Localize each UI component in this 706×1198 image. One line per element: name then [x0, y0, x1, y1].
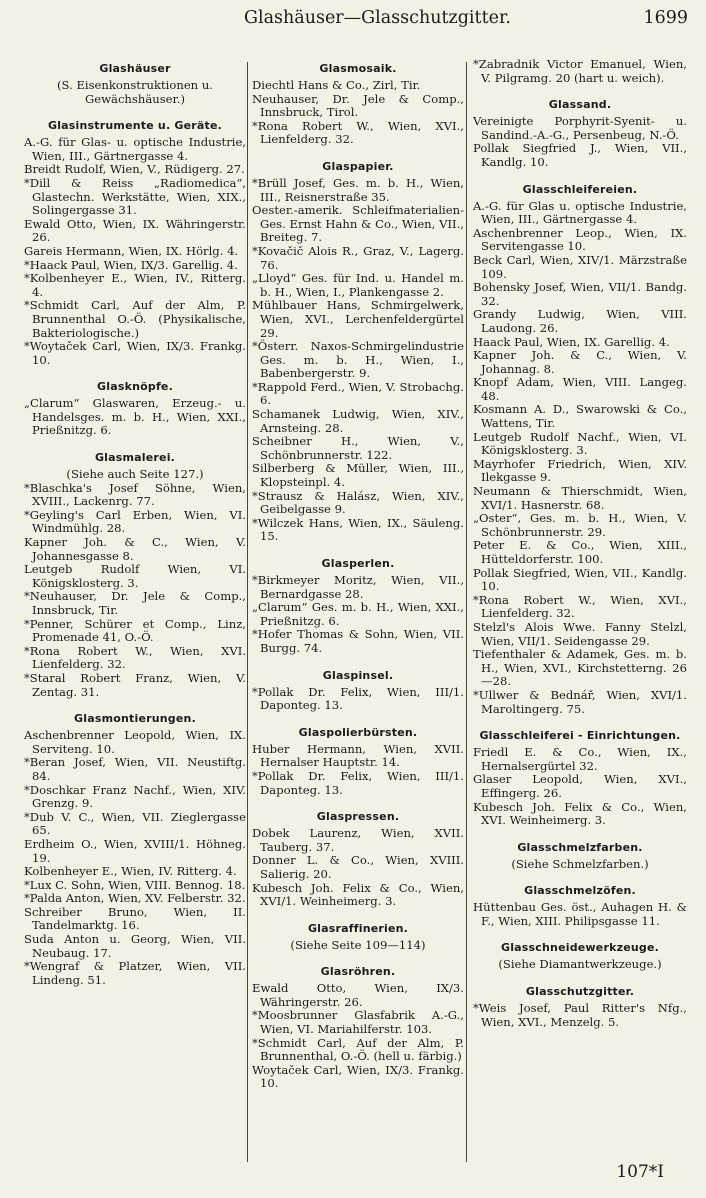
directory-entry: Glaser Leopold, Wien, XVI., Effingerg. 26.	[473, 772, 687, 800]
directory-entry: Friedl E. & Co., Wien, IX., Hernalsergürtel 32.	[473, 745, 687, 773]
column-2	[252, 58, 464, 1104]
directory-entry: Silberberg & Müller, Wien, III., Klopsteinpl. 4.	[252, 461, 464, 490]
directory-entry: *Dub V. C., Wien, VII. Zieglergasse 65.	[24, 809, 246, 838]
directory-entry: *Moosbrunner Glasfabrik A.-G., Wien, VI. Mariahilferstr. 103.	[252, 1008, 464, 1037]
directory-entry: Schamanek Ludwig, Wien, XIV., Arnsteing. 28.	[252, 407, 464, 435]
directory-entry: Ewald Otto, Wien, IX/3. Währingerstr. 26.	[252, 981, 464, 1009]
page-number: 1699	[643, 8, 688, 28]
directory-entry: Aschenbrenner Leopold, Wien, IX. Serviteng. 10.	[24, 728, 246, 756]
directory-entry: *Weis Josef, Paul Ritter's Nfg., Wien, XVI., Menzelg. 5.	[473, 1001, 687, 1029]
category-section	[473, 941, 687, 972]
category-heading: Glasmosaik.	[319, 62, 397, 75]
category-heading: Glasröhren.	[320, 965, 396, 979]
category-heading: Glasschleiferei - Einrichtungen.	[479, 729, 681, 743]
printer-signature: 107*I	[616, 1162, 664, 1182]
page-header	[0, 6, 706, 34]
directory-entry: Donner L. & Co., Wien, XVIII. Salierig. 20.	[252, 853, 464, 881]
directory-entry: „Clarum“ Ges. m. b. H., Wien, XXI., Prießnitzg. 6.	[252, 600, 464, 628]
directory-entry: Scheibner H., Wien, V., Schönbrunnerstr. 122.	[252, 434, 464, 462]
category-heading: Glasschmelzfarben.	[517, 840, 643, 854]
directory-entry: *Woytaček Carl, Wien, IX/3. Frankg. 10.	[24, 339, 246, 367]
directory-entry: Hüttenbau Ges. öst., Auhagen H. & F., Wien, XIII. Philipsgasse 11.	[473, 900, 687, 928]
cross-reference-note: (Siehe Schmelzfarben.)	[511, 856, 649, 871]
directory-entry: Kapner Joh. & C., Wien, V. Johannag. 8.	[473, 348, 687, 376]
category-heading: Glasschneidewerkzeuge.	[500, 941, 660, 955]
directory-entry: *Pollak Dr. Felix, Wien, III/1. Daponteg. 13.	[252, 768, 464, 797]
directory-entry: *Beran Josef, Wien, VII. Neustiftg. 84.	[24, 755, 246, 783]
directory-entry: A.-G. für Glas u. optische Industrie, Wien, III., Gärtnergasse 4.	[473, 198, 687, 227]
category-section	[473, 183, 687, 717]
directory-entry: *Strausz & Halász, Wien, XIV., Geibelgasse 9.	[252, 488, 464, 517]
category-heading: Glashäuser	[99, 62, 171, 75]
category-section	[252, 965, 464, 1091]
directory-entry: Beck Carl, Wien, XIV/1. Märzstraße 109.	[473, 252, 687, 281]
category-heading: Glaspinsel.	[322, 668, 394, 682]
category-section	[473, 884, 687, 928]
category-section	[252, 922, 464, 953]
directory-entry: Neumann & Thierschmidt, Wien, XVI/1. Hasnerstr. 68.	[473, 484, 687, 512]
category-section	[252, 62, 464, 147]
directory-entry: Grandy Ludwig, Wien, VIII. Laudong. 26.	[473, 307, 687, 335]
directory-entry: *Brüll Josef, Ges. m. b. H., Wien, III., Reisnerstraße 35.	[252, 175, 464, 204]
directory-entry: Leutgeb Rudolf Wien, VI. Königsklosterg. 3.	[24, 562, 246, 590]
directory-entry: Knopf Adam, Wien, VIII. Langeg. 48.	[473, 375, 687, 403]
directory-entry: Ewald Otto, Wien, IX. Währingerstr. 26.	[24, 216, 246, 245]
directory-entry: „Lloyd“ Ges. für Ind. u. Handel m. b. H., Wien, I., Plankengasse 2.	[252, 271, 464, 299]
directory-entry: *Rappold Ferd., Wien, V. Strobachg. 6.	[252, 379, 464, 408]
category-section	[24, 712, 246, 987]
category-heading: Glassand.	[548, 98, 612, 112]
directory-entry: Peter E. & Co., Wien, XIII., Hütteldorferstr. 100.	[473, 538, 687, 566]
directory-entry: *Schmidt Carl, Auf der Alm, P. Brunnenthal O.-Ö. (Physikalische, Bakteriologische.)	[24, 298, 246, 340]
category-heading: Glasmontierungen.	[74, 712, 196, 726]
directory-entry: *Geyling's Carl Erben, Wien, VI. Windmühlg. 28.	[24, 507, 246, 536]
directory-entry: Erdheim O., Wien, XVIII/1. Höhneg. 19.	[24, 836, 246, 865]
category-section	[24, 451, 246, 699]
cross-reference-note: (Siehe auch Seite 127.)	[66, 467, 204, 482]
directory-entry: *Rona Robert W., Wien, XVI. Lienfelderg. 32.	[24, 643, 246, 672]
directory-entry: *Hofer Thomas & Sohn, Wien, VII. Burgg. 74.	[252, 627, 464, 655]
directory-entry: Mayrhofer Friedrich, Wien, XIV. Ilekgasse 9.	[473, 456, 687, 485]
directory-entry: *Palda Anton, Wien, XV. Felberstr. 32.	[24, 891, 246, 906]
directory-entry: Dobek Laurenz, Wien, XVII. Tauberg. 37.	[252, 826, 464, 854]
directory-entry: *Staral Robert Franz, Wien, V. Zentag. 31.	[24, 670, 246, 699]
category-heading: Glaspressen.	[316, 810, 400, 824]
directory-entry: Pollak Siegfried J., Wien, VII., Kandlg. 10.	[473, 141, 687, 169]
directory-entry: Haack Paul, Wien, IX. Garellig. 4.	[473, 334, 670, 349]
category-section	[473, 985, 687, 1029]
directory-entry: A.-G. für Glas- u. optische Industrie, Wien, III., Gärtnergasse 4.	[24, 135, 246, 163]
running-title: Glashäuser—Glasschutzgitter.	[244, 8, 511, 28]
directory-entry: Vereinigte Porphyrit-Syenit- u. Sandind.-A.-G., Persenbeug, N.-Ö.	[473, 114, 687, 142]
category-section	[473, 58, 687, 85]
directory-entry: Mühlbauer Hans, Schmirgelwerk, Wien, XVI., Lerchenfeldergürtel 29.	[252, 298, 464, 340]
directory-entry: Leutgeb Rudolf Nachf., Wien, VI. Königsklosterg. 3.	[473, 429, 687, 458]
directory-entry: Kosmann A. D., Swarowski & Co., Wattens, Tir.	[473, 402, 687, 431]
directory-entry: Kolbenheyer E., Wien, IV. Ritterg. 4.	[24, 864, 237, 879]
category-section	[24, 62, 246, 106]
category-heading: Glasschleifereien.	[522, 182, 638, 196]
directory-entry: *Dill & Reiss „Radiomedica“, Glastechn. Werkstätte, Wien, XIX., Solingergasse 31.	[24, 175, 246, 218]
category-heading: Glaspolierbürsten.	[298, 725, 418, 739]
directory-entry: *Wengraf & Platzer, Wien, VII. Lindeng. 51.	[24, 959, 246, 987]
directory-entry: Tiefenthaler & Adamek, Ges. m. b. H., Wien, XVI., Kirchstetterng. 26—28.	[473, 647, 687, 689]
cross-reference-note: (Siehe Seite 109—114)	[290, 937, 426, 952]
directory-entry: „Clarum“ Glaswaren, Erzeug.- u. Handelsges. m. b. H., Wien, XXI., Prießnitzg. 6.	[24, 396, 246, 438]
column-3	[473, 58, 687, 1042]
directory-entry: *Neuhauser, Dr. Jele & Comp., Innsbruck, Tir.	[24, 589, 246, 617]
directory-entry: Aschenbrenner Leop., Wien, IX. Servitengasse 10.	[473, 225, 687, 254]
directory-entry: *Schmidt Carl, Auf der Alm, P. Brunnenthal, O.-Ö. (hell u. färbig.)	[252, 1035, 464, 1064]
directory-entry: *Ullwer & Bednář, Wien, XVI/1. Maroltingerg. 75.	[473, 687, 687, 716]
category-heading: Glasperlen.	[321, 557, 395, 570]
directory-entry: *Haack Paul, Wien, IX/3. Garellig. 4.	[24, 257, 238, 272]
directory-entry: Kapner Joh. & C., Wien, V. Johannesgasse 8.	[24, 535, 246, 563]
directory-entry: *Kolbenheyer E., Wien, IV., Ritterg. 4.	[24, 271, 246, 299]
directory-entry: Diechtl Hans & Co., Zirl, Tir.	[252, 78, 421, 92]
directory-entry: *Kovačič Alois R., Graz, V., Lagerg. 76.	[252, 243, 464, 272]
category-section	[252, 669, 464, 713]
directory-entry: Woytaček Carl, Wien, IX/3. Frankg. 10.	[252, 1062, 464, 1091]
cross-reference-note: (S. Eisenkonstruktionen u. Gewächshäuser.)	[57, 78, 213, 106]
directory-entry: *Birkmeyer Moritz, Wien, VII., Bernardgasse 28.	[252, 573, 464, 601]
category-section	[252, 557, 464, 656]
directory-entry: *Blaschka's Josef Söhne, Wien, XVIII., Lackenrg. 77.	[24, 480, 246, 509]
column-1	[24, 58, 246, 1000]
directory-entry: Pollak Siegfried, Wien, VII., Kandlg. 10.	[473, 565, 687, 594]
category-section	[24, 119, 246, 367]
category-section	[24, 380, 246, 438]
directory-entry: *Zabradnik Victor Emanuel, Wien, V. Pilgramg. 20 (hart u. weich).	[473, 57, 687, 85]
cross-reference-note: (Siehe Diamantwerkzeuge.)	[498, 957, 662, 972]
category-heading: Glasknöpfe.	[97, 380, 173, 394]
directory-entry: Neuhauser, Dr. Jele & Comp., Innsbruck, Tirol.	[252, 91, 464, 120]
column-divider	[466, 62, 467, 1162]
category-heading: Glasinstrumente u. Geräte.	[47, 119, 222, 133]
directory-entry: Schreiber Bruno, Wien, II. Tandelmarktg. 16.	[24, 904, 246, 933]
category-heading: Glasschmelzöfen.	[524, 884, 636, 898]
directory-entry: Kubesch Joh. Felix & Co., Wien, XVI. Weinheimerg. 3.	[473, 799, 687, 828]
directory-entry: Kubesch Joh. Felix & Co., Wien, XVI/1. Weinheimerg. 3.	[252, 880, 464, 909]
category-heading: Glasraffinerien.	[307, 921, 409, 935]
directory-entry: *Rona Robert W., Wien, XVI., Lienfelderg. 32.	[252, 118, 464, 147]
category-section	[252, 160, 464, 544]
category-section	[473, 841, 687, 872]
directory-entry: *Österr. Naxos-Schmirgelindustrie Ges. m. b. H., Wien, I., Babenbergerstr. 9.	[252, 339, 464, 381]
directory-entry: Huber Hermann, Wien, XVII. Hernalser Hauptstr. 14.	[252, 741, 464, 770]
category-section	[473, 729, 687, 828]
directory-entry: Gareis Hermann, Wien, IX. Hörlg. 4.	[24, 243, 239, 258]
category-heading: Glasschutzgitter.	[525, 985, 635, 999]
category-section	[252, 726, 464, 797]
category-heading: Glaspapier.	[322, 159, 394, 173]
directory-entry: Bohensky Josef, Wien, VII/1. Bandg. 32.	[473, 280, 687, 308]
directory-entry: Breidt Rudolf, Wien, V., Rüdigerg. 27.	[24, 162, 245, 177]
column-divider	[247, 62, 248, 1162]
directory-entry: *Penner, Schürer et Comp., Linz, Promenade 41, O.-Ö.	[24, 616, 246, 645]
category-heading: Glasmalerei.	[94, 451, 176, 465]
directory-entry: *Rona Robert W., Wien, XVI., Lienfelderg. 32.	[473, 592, 687, 621]
directory-entry: Suda Anton u. Georg, Wien, VII. Neubaug. 17.	[24, 932, 246, 960]
category-section	[473, 98, 687, 169]
directory-entry: *Pollak Dr. Felix, Wien, III/1. Daponteg. 13.	[252, 684, 464, 713]
directory-entry: *Doschkar Franz Nachf., Wien, XIV. Grenzg. 9.	[24, 782, 246, 811]
directory-entry: Stelzl's Alois Wwe. Fanny Stelzl, Wien, VII/1. Seidengasse 29.	[473, 619, 687, 648]
directory-entry: *Lux C. Sohn, Wien, VIII. Bennog. 18.	[24, 877, 246, 892]
directory-entry: *Wilczek Hans, Wien, IX., Säuleng. 15.	[252, 515, 464, 544]
category-section	[252, 810, 464, 909]
directory-entry: „Oster“, Ges. m. b. H., Wien, V. Schönbrunnerstr. 29.	[473, 511, 687, 539]
directory-entry: Oester.-amerik. Schleifmaterialien-Ges. Ernst Hahn & Co., Wien, VII., Breiteg. 7.	[252, 203, 464, 245]
